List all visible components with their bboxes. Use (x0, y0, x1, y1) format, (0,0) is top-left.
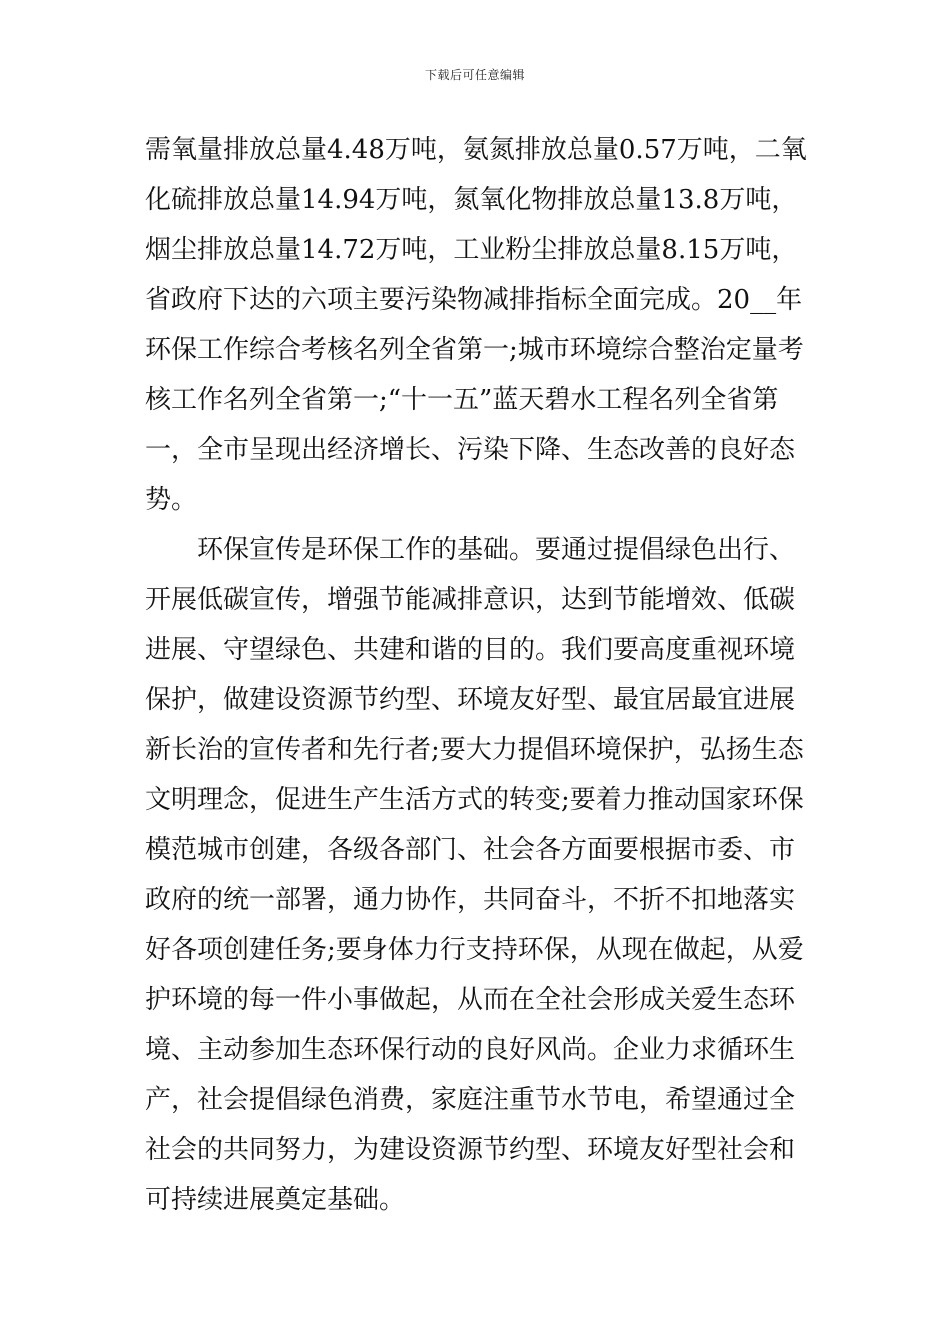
paragraph-1-line-2: 化硫排放总量14.94万吨，氮氧化物排放总量13.8万吨， (145, 185, 798, 215)
paragraph-2-line-14: 可持续进展奠定基础。 (145, 1185, 406, 1215)
paragraph-1-line-6: 核工作名列全省第一;“十一五”蓝天碧水工程名列全省第 (145, 385, 779, 415)
paragraph-2-line-6: 文明理念，促进生产生活方式的转变;要着力推动国家环保 (145, 785, 804, 815)
paragraph-2-line-4: 保护，做建设资源节约型、环境友好型、最宜居最宜进展 (145, 685, 796, 715)
paragraph-1-line-4: 省政府下达的六项主要污染物减排指标全面完成。20__年 (145, 285, 803, 315)
paragraph-2-line-12: 产，社会提倡绿色消费，家庭注重节水节电，希望通过全 (145, 1085, 796, 1115)
paragraph-2-line-7: 模范城市创建，各级各部门、社会各方面要根据市委、市 (145, 835, 796, 865)
paragraph-2-line-2: 开展低碳宣传，增强节能减排意识，达到节能增效、低碳 (145, 585, 796, 615)
paragraph-2-line-3: 进展、守望绿色、共建和谐的目的。我们要高度重视环境 (145, 635, 796, 665)
paragraph-2-line-8: 政府的统一部署，通力协作，共同奋斗，不折不扣地落实 (145, 885, 796, 915)
paragraph-2-line-13: 社会的共同努力，为建设资源节约型、环境友好型社会和 (145, 1135, 796, 1165)
paragraph-1-line-7: 一，全市呈现出经济增长、污染下降、生态改善的良好态 (145, 435, 796, 465)
paragraph-2-line-10: 护环境的每一件小事做起，从而在全社会形成关爱生态环 (145, 985, 796, 1015)
paragraph-1-line-5: 环保工作综合考核名列全省第一;城市环境综合整治定量考 (145, 335, 804, 365)
paragraph-2-line-1: 环保宣传是环保工作的基础。要通过提倡绿色出行、 (197, 535, 796, 565)
paragraph-2-line-11: 境、主动参加生态环保行动的良好风尚。企业力求循环生 (145, 1035, 796, 1065)
paragraph-1-line-3: 烟尘排放总量14.72万吨，工业粉尘排放总量8.15万吨， (145, 235, 798, 265)
page-header-note: 下载后可任意编辑 (424, 68, 525, 82)
paragraph-2-line-9: 好各项创建任务;要身体力行支持环保，从现在做起，从爱 (145, 935, 804, 965)
paragraph-2-line-5: 新长治的宣传者和先行者;要大力提倡环境保护，弘扬生态 (145, 735, 804, 765)
paragraph-1-line-1: 需氧量排放总量4.48万吨，氨氮排放总量0.57万吨，二氧 (145, 135, 807, 165)
paragraph-1-line-8: 势。 (145, 485, 198, 515)
